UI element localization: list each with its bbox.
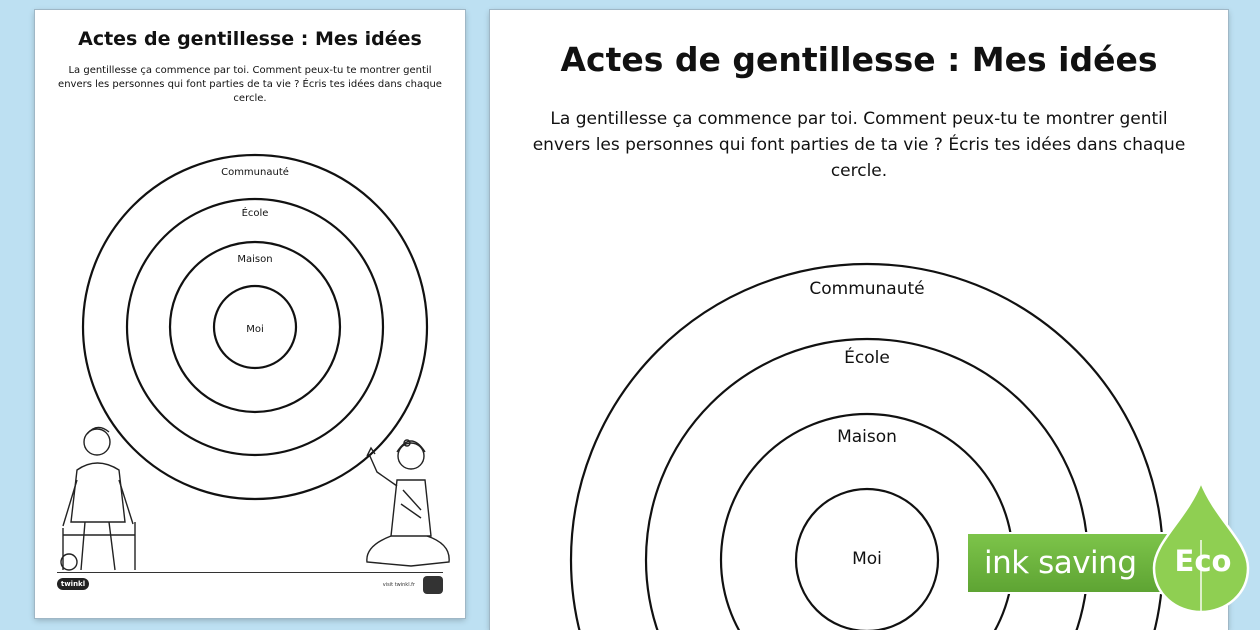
worksheet-thumbnail[interactable] (35, 10, 465, 618)
intro-text-large: La gentillesse ça commence par toi. Comment peux-tu te montrer gentil envers les personnes qui font parties de ta vie ? Écris tes idées dans chaque cercle. (532, 109, 1186, 181)
twinkl-logo: twinkl (57, 578, 89, 590)
footer-url: visit twinkl.fr (382, 582, 415, 588)
ring-label-maison-large: Maison (837, 427, 897, 447)
page-title-large: Actes de gentillesse : Mes idées (560, 40, 1158, 79)
intro-text: La gentillesse ça commence par toi. Comment peux-tu te montrer gentil envers les personnes qui font parties de ta vie ? Écris tes idées dans chaque cercle. (58, 65, 442, 104)
page-title: Actes de gentillesse : Mes idées (78, 28, 422, 50)
ring-label-moi: Moi (246, 324, 264, 335)
ink-saving-band (966, 532, 1176, 594)
rings-diagram (35, 10, 465, 618)
ink-saving-text: ink saving (984, 545, 1137, 581)
ink-saving-badge (966, 480, 1260, 614)
ring-label-maison: Maison (237, 254, 273, 265)
ring-label-communaute-large: Communauté (809, 279, 925, 299)
girl-sitting-illustration (367, 440, 449, 566)
ring-label-ecole-large: École (844, 348, 890, 368)
footer-divider (57, 572, 443, 573)
footer-badge-icon (423, 576, 443, 594)
ring-label-moi-large: Moi (852, 549, 882, 569)
ring-label-communaute: Communauté (221, 167, 289, 178)
eco-label: Eco (1174, 544, 1232, 578)
ring-label-ecole: École (241, 208, 269, 219)
man-walker-illustration (61, 427, 135, 570)
